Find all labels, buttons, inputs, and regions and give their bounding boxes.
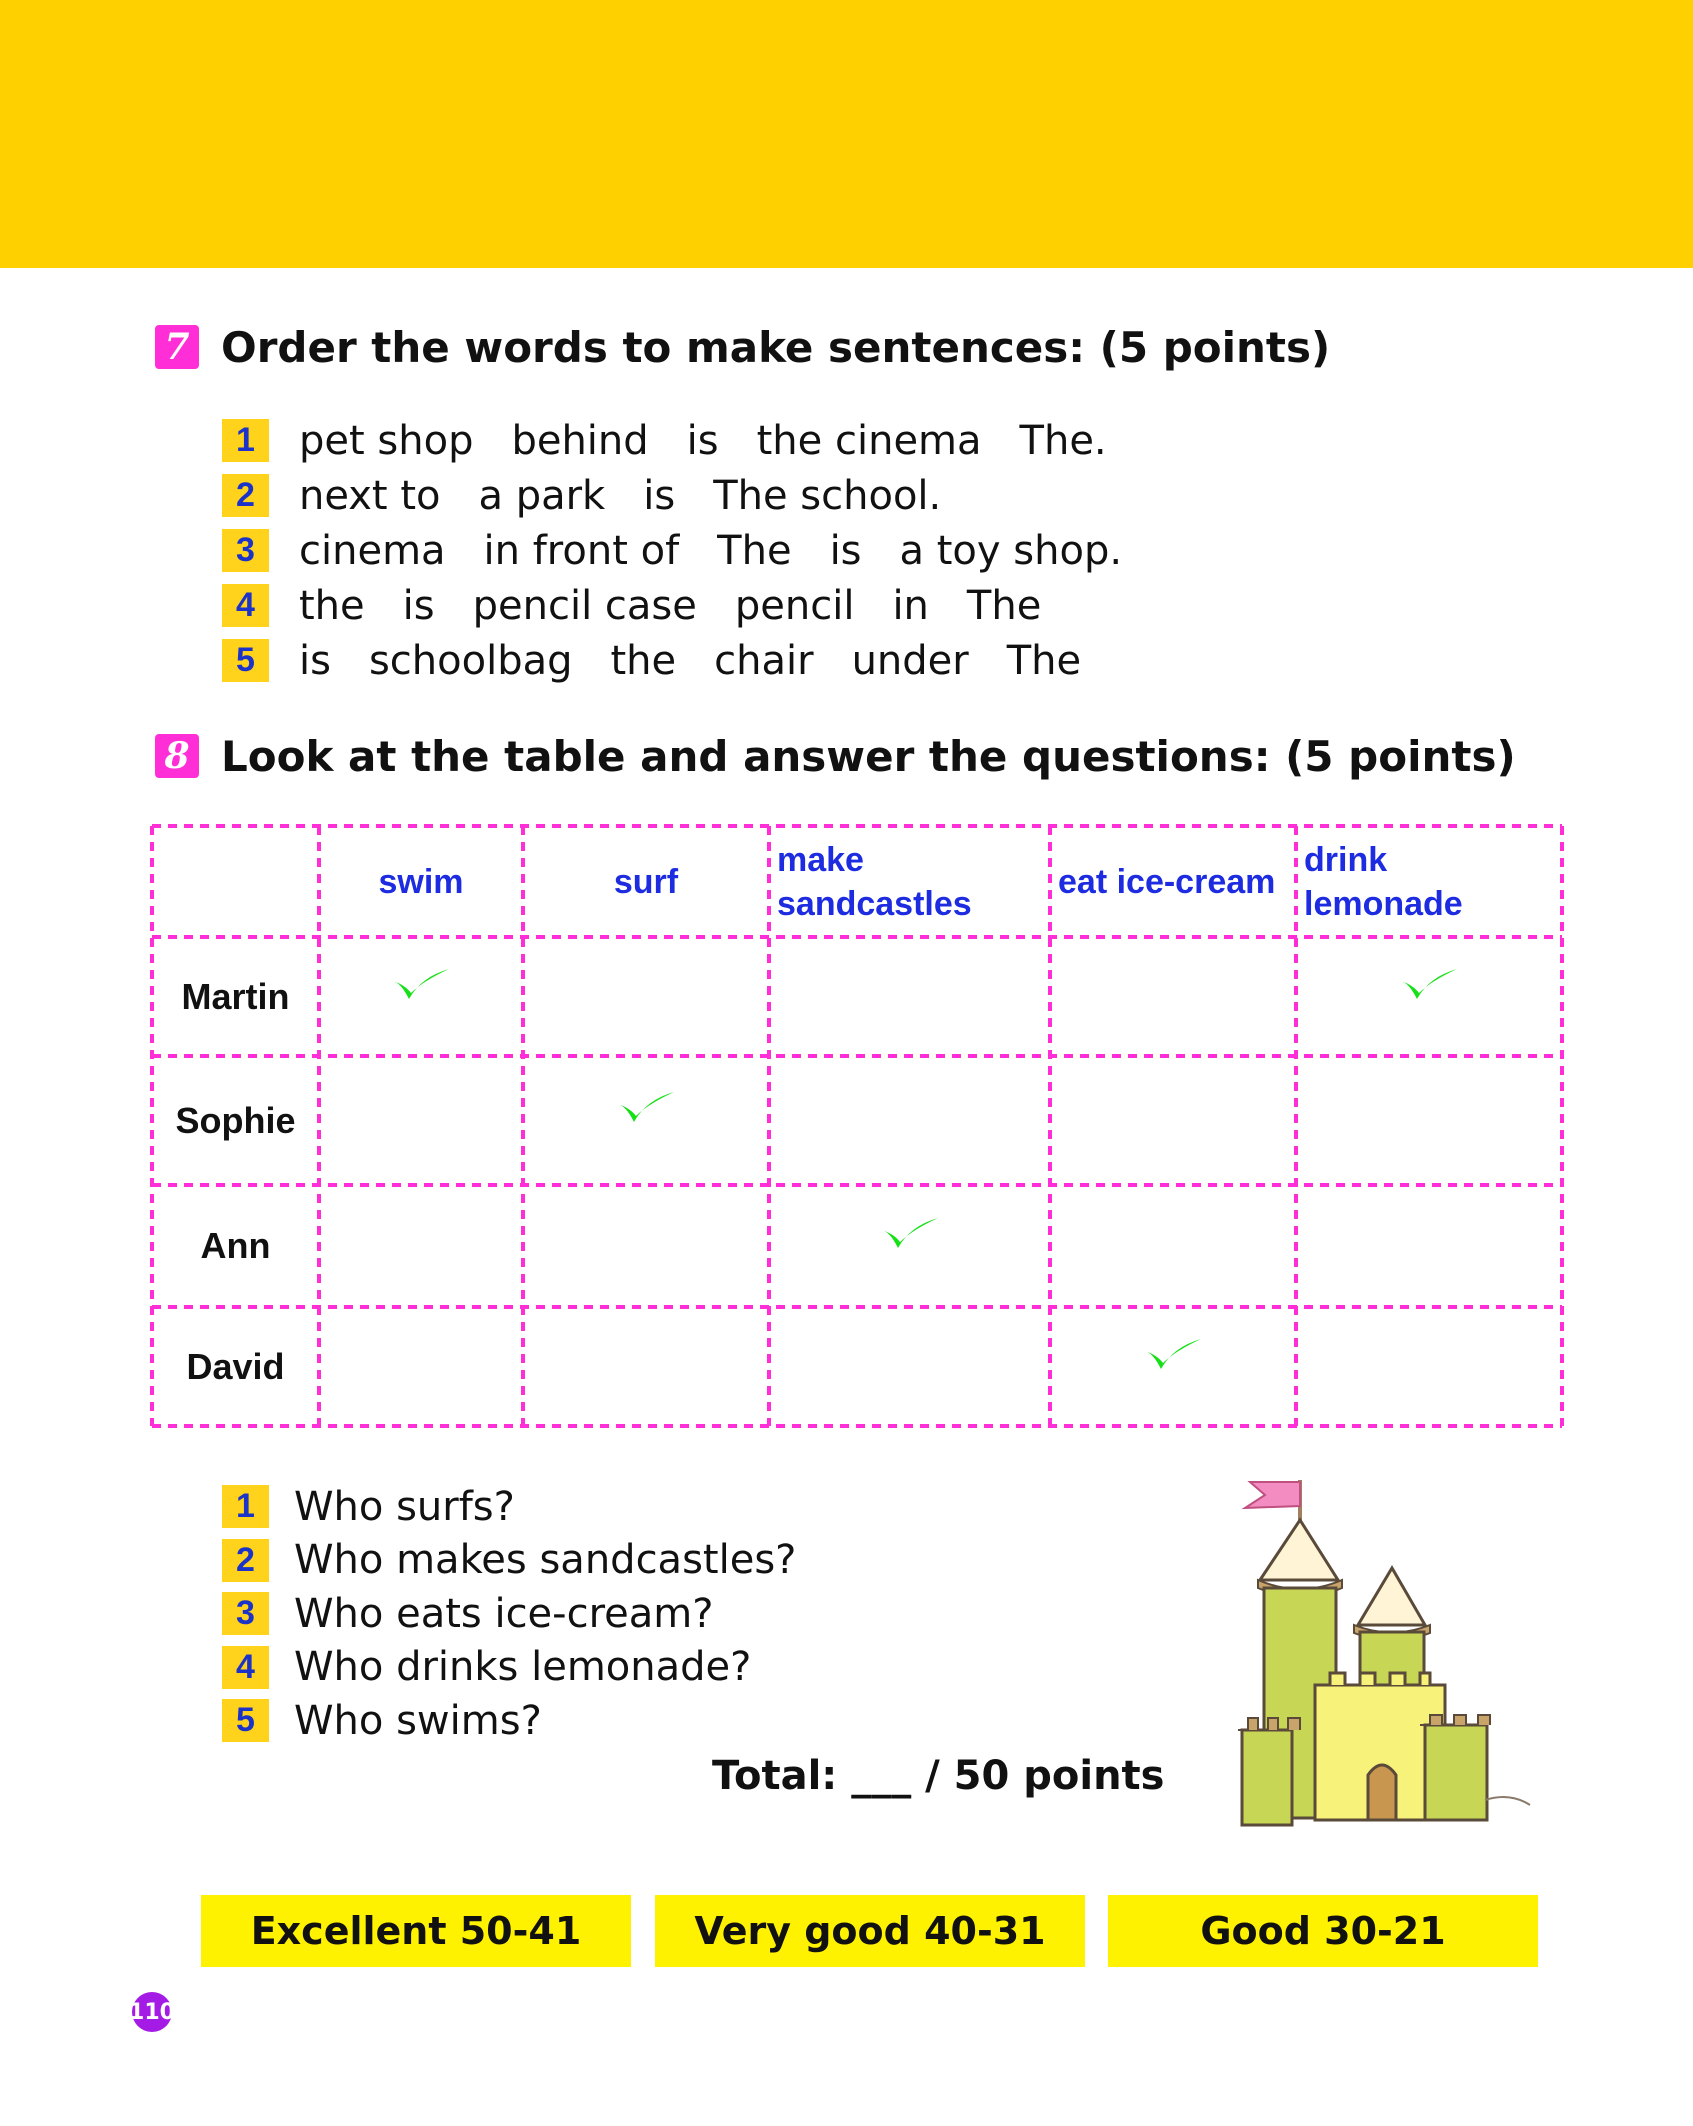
question-item	[222, 1534, 796, 1588]
exercise-number-badge: 8	[155, 734, 199, 778]
question-item	[222, 1587, 796, 1641]
word-token: is	[643, 472, 676, 519]
question-text: Who drinks lemonade?	[294, 1644, 752, 1691]
word-token: next to	[299, 472, 441, 519]
column-heading: swim	[378, 862, 464, 901]
question-text: Who surfs?	[294, 1483, 515, 1530]
word-token: The	[717, 527, 792, 574]
column-heading: surf	[613, 862, 679, 901]
item-number-badge: 2	[222, 1539, 269, 1582]
score-very-good: Very good 40-31	[655, 1895, 1085, 1967]
check-mark-icon	[1143, 1337, 1203, 1373]
exercise-8-header	[155, 731, 1516, 781]
word-token: The	[966, 582, 1042, 629]
check-mark-icon	[616, 1090, 676, 1126]
row-heading: Martin	[181, 975, 290, 1017]
sentence-item	[222, 523, 1160, 578]
word-token: pet shop	[299, 417, 474, 464]
word-token: cinema	[299, 527, 446, 574]
word-token: chair	[714, 637, 814, 684]
score-excellent: Excellent 50-41	[201, 1895, 631, 1967]
word-token: schoolbag	[368, 637, 573, 684]
question-item	[222, 1480, 796, 1534]
row-heading: Ann	[200, 1225, 271, 1266]
score-good: Good 30-21	[1108, 1895, 1538, 1967]
item-number-badge: 4	[222, 584, 269, 627]
word-token: behind	[511, 417, 649, 464]
top-yellow-band	[0, 0, 1693, 268]
word-token: is	[686, 417, 719, 464]
exercise-title: Order the words to make sentences: (5 points)	[221, 322, 1331, 372]
word-token: a toy shop.	[899, 527, 1123, 574]
check-mark-icon	[1399, 967, 1459, 1003]
question-text: Who swims?	[294, 1697, 542, 1744]
row-heading: Sophie	[175, 1099, 296, 1141]
column-heading: eat ice-cream	[1058, 862, 1276, 901]
word-token: pencil	[734, 582, 855, 629]
word-token: a park	[478, 472, 606, 519]
item-number-badge: 1	[222, 1485, 269, 1528]
exercise-7-header	[155, 322, 1330, 372]
word-token: the	[299, 582, 365, 629]
question-list	[222, 1480, 796, 1748]
sentence-item	[222, 633, 1160, 688]
word-token: pencil case	[472, 582, 697, 629]
item-number-badge: 3	[222, 1592, 269, 1635]
sandcastle-illustration	[1220, 1470, 1540, 1840]
question-text: Who makes sandcastles?	[294, 1537, 797, 1584]
item-number-badge: 5	[222, 639, 269, 682]
sentence-item	[222, 468, 1160, 523]
item-number-badge: 5	[222, 1699, 269, 1742]
question-item	[222, 1694, 796, 1748]
word-token: is	[829, 527, 862, 574]
page-number: 110	[132, 1992, 172, 2032]
column-heading: drink lemonade	[1304, 840, 1463, 923]
item-number-badge: 4	[222, 1646, 269, 1689]
check-mark-icon	[391, 967, 451, 1003]
word-token: under	[851, 637, 969, 684]
sentence-item	[222, 578, 1160, 633]
word-token: the	[610, 637, 677, 684]
question-item	[222, 1641, 796, 1695]
word-token: is	[402, 582, 435, 629]
word-token: is	[299, 637, 331, 684]
item-number-badge: 3	[222, 529, 269, 572]
sentence-item	[222, 413, 1160, 468]
total-score-line: Total: ___ / 50 points	[712, 1753, 1165, 1799]
question-text: Who eats ice-cream?	[294, 1590, 714, 1637]
item-number-badge: 2	[222, 474, 269, 517]
word-token: the cinema	[756, 417, 982, 464]
check-mark-icon	[880, 1216, 940, 1252]
item-number-badge: 1	[222, 419, 269, 462]
word-token: in	[892, 582, 929, 629]
exercise-number-badge: 7	[155, 325, 199, 369]
row-heading: David	[186, 1345, 285, 1387]
word-token: The school.	[713, 472, 942, 519]
word-token: The	[1006, 637, 1082, 684]
word-order-list	[222, 413, 1160, 688]
column-heading: make sandcastles	[777, 840, 972, 923]
word-token: in front of	[483, 527, 680, 574]
exercise-title: Look at the table and answer the questions: (5 points)	[221, 731, 1516, 781]
word-token: The.	[1019, 417, 1107, 464]
